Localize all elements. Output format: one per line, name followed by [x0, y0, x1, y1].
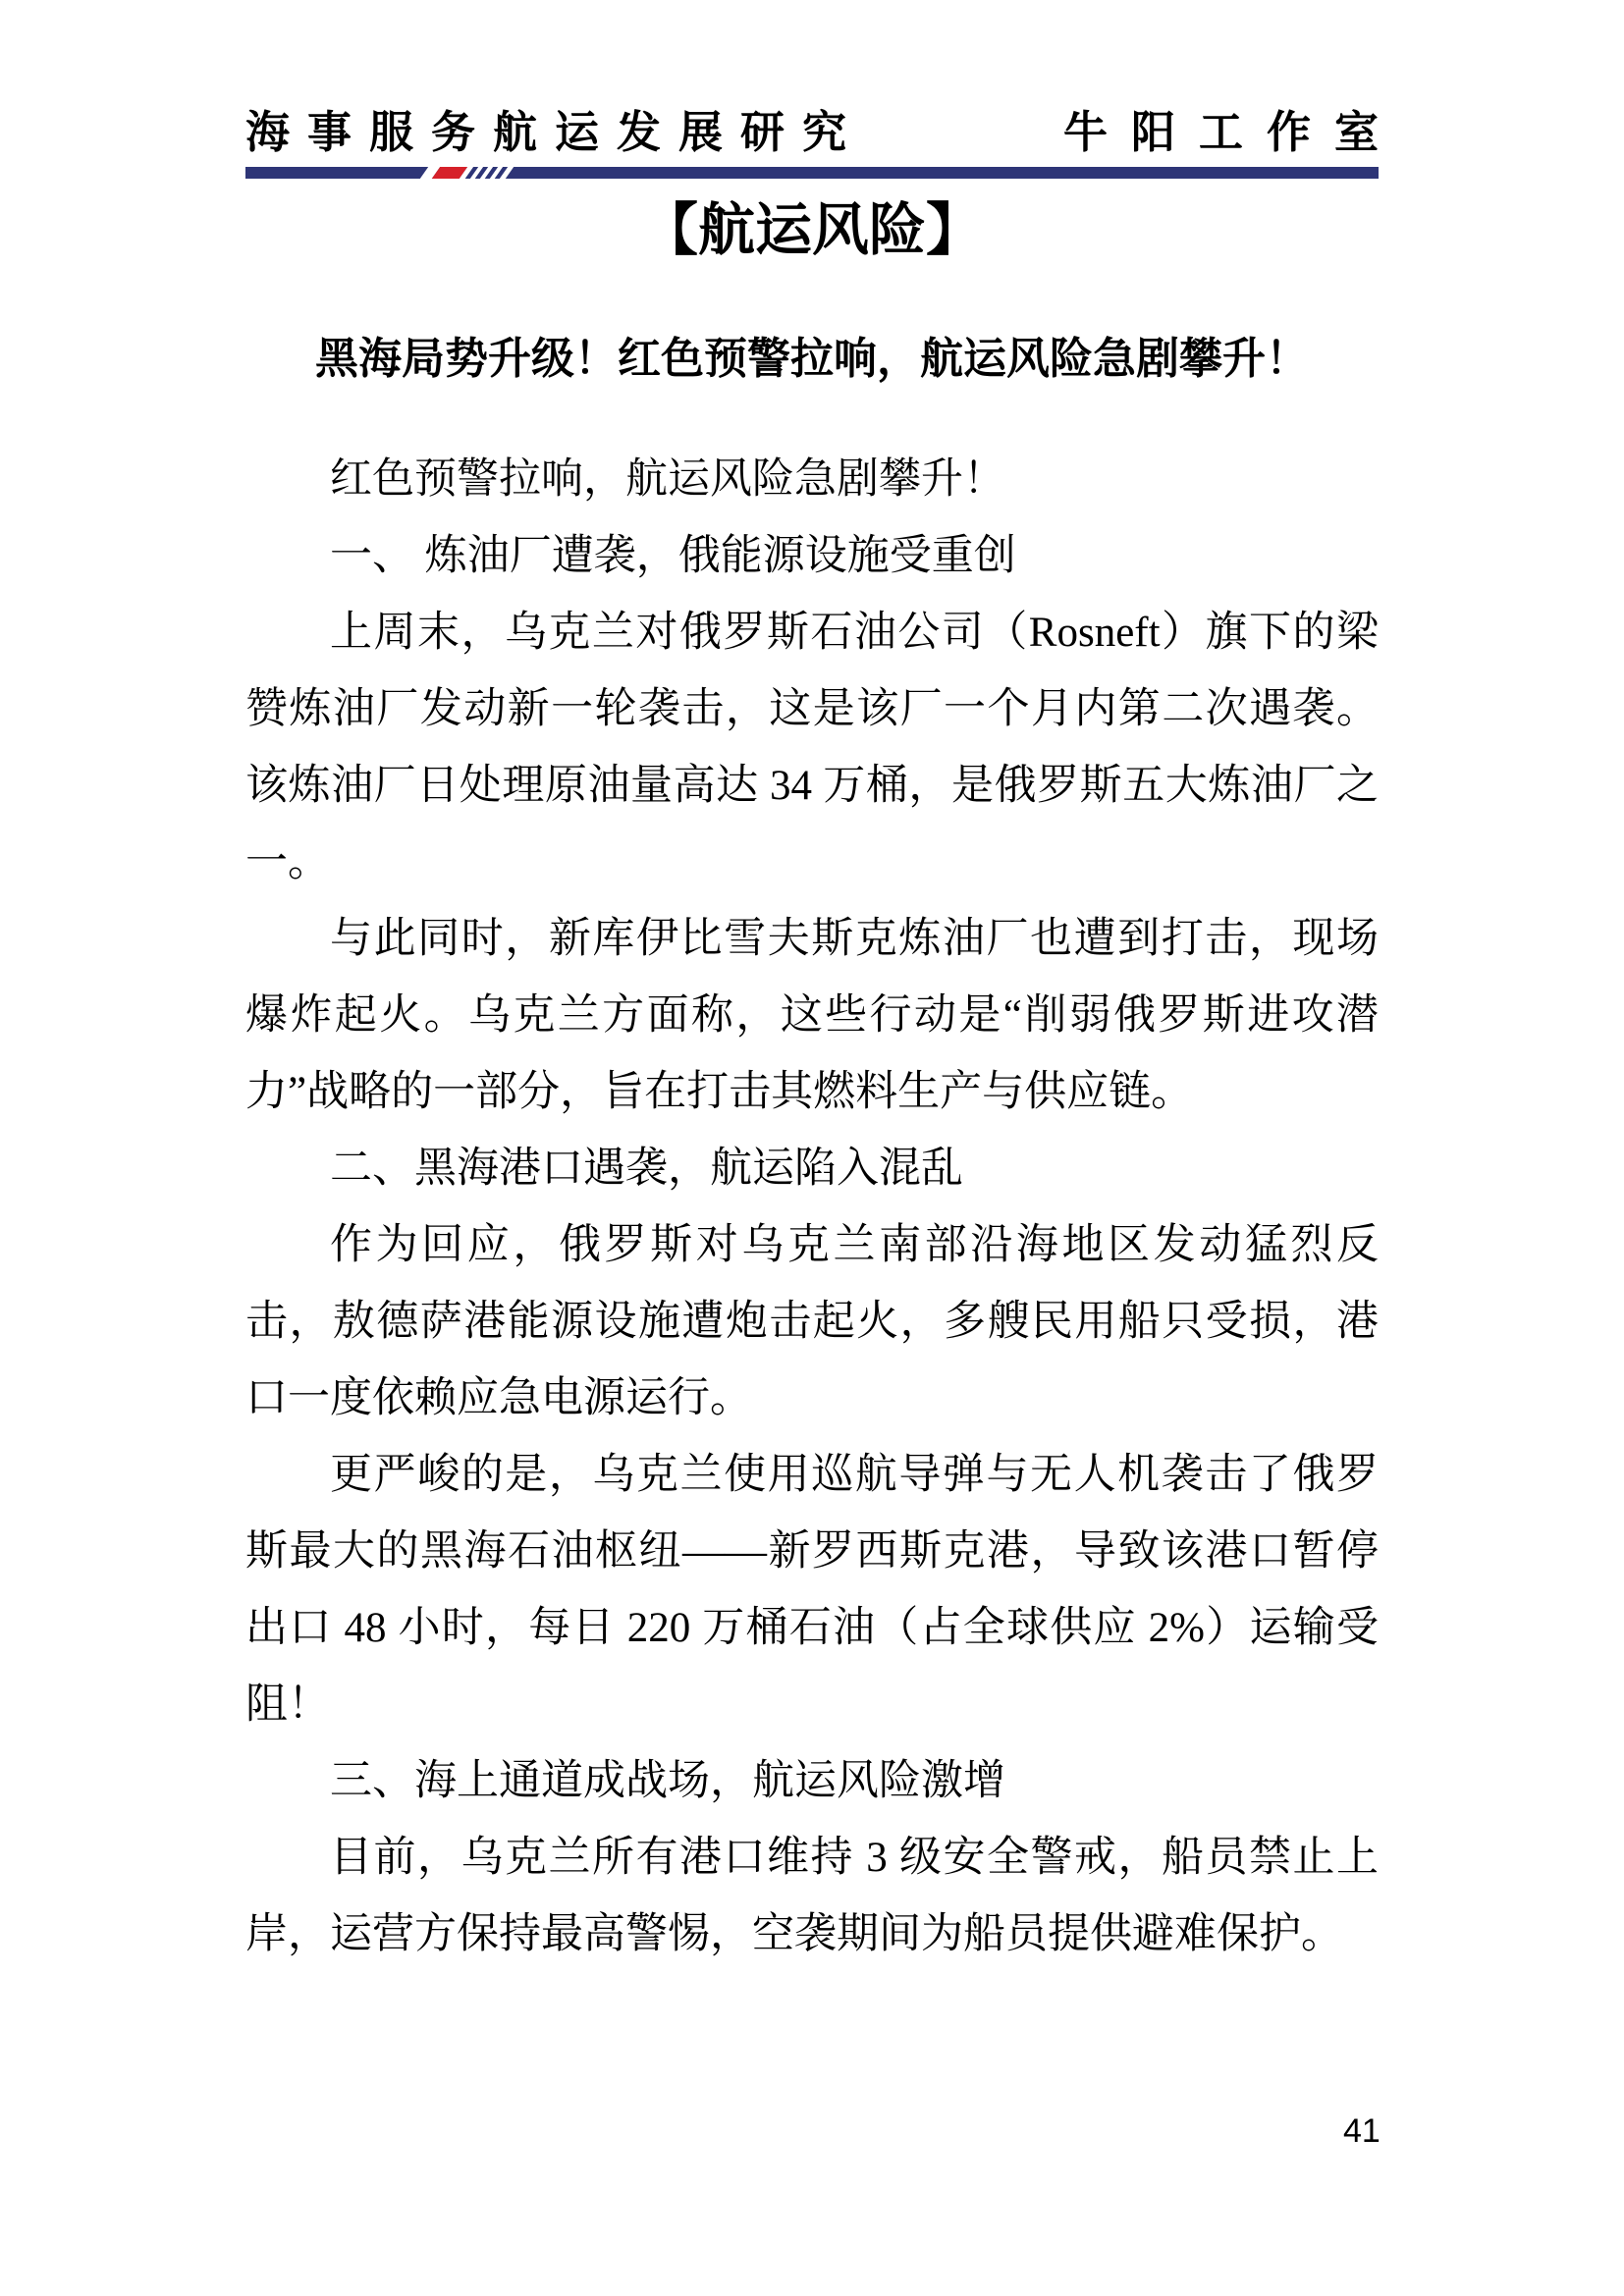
- paragraph: 一、 炼油厂遭袭，俄能源设施受重创: [330, 533, 1016, 579]
- divider-stripe-decoration: [420, 167, 514, 179]
- header-divider-bar: [245, 167, 1379, 179]
- paragraph: 目前，乌克兰所有港口维持 3 级安全警戒，船员禁止上岸，运营方保持最高警惕，空袭期间为船员提供避难保护。: [245, 1835, 1379, 1957]
- paragraph: 红色预警拉响，航运风险急剧攀升！: [330, 456, 1005, 503]
- section-title: 【航运风险】: [640, 198, 983, 262]
- article-headline: 黑海局势升级！红色预警拉响，航运风险急剧攀升！: [315, 335, 1309, 383]
- paragraph: 二、黑海港口遇袭，航运陷入混乱: [330, 1146, 963, 1192]
- paragraph: 与此同时，新库伊比雪夫斯克炼油厂也遭到打击，现场爆炸起火。乌克兰方面称，这些行动是“削弱俄罗斯进攻潜力”战略的一部分，旨在打击其燃料生产与供应链。: [245, 916, 1379, 1115]
- article-body: [245, 442, 1379, 1973]
- page-header: [245, 96, 1402, 160]
- header-left-title: 海事服务航运发展研究: [245, 107, 865, 157]
- header-right-title: 牛阳工作室: [1062, 107, 1402, 157]
- paragraph: 更严峻的是，乌克兰使用巡航导弹与无人机袭击了俄罗斯最大的黑海石油枢纽——新罗西斯克港，导致该港口暂停出口 48 小时，每日 220 万桶石油（占全球供应 2%）运输受阻！: [245, 1452, 1379, 1728]
- paragraph: 上周末，乌克兰对俄罗斯石油公司（Rosneft）旗下的梁赞炼油厂发动新一轮袭击，这是该厂一个月内第二次遇袭。该炼油厂日处理原油量高达 34 万桶，是俄罗斯五大炼油厂之一。: [245, 610, 1379, 885]
- page-number: 41: [1343, 2112, 1380, 2150]
- paragraph: 三、海上通道成战场，航运风险激增: [330, 1758, 1005, 1804]
- paragraph: 作为回应，俄罗斯对乌克兰南部沿海地区发动猛烈反击，敖德萨港能源设施遭炮击起火，多艘民用船只受损，港口一度依赖应急电源运行。: [245, 1222, 1379, 1421]
